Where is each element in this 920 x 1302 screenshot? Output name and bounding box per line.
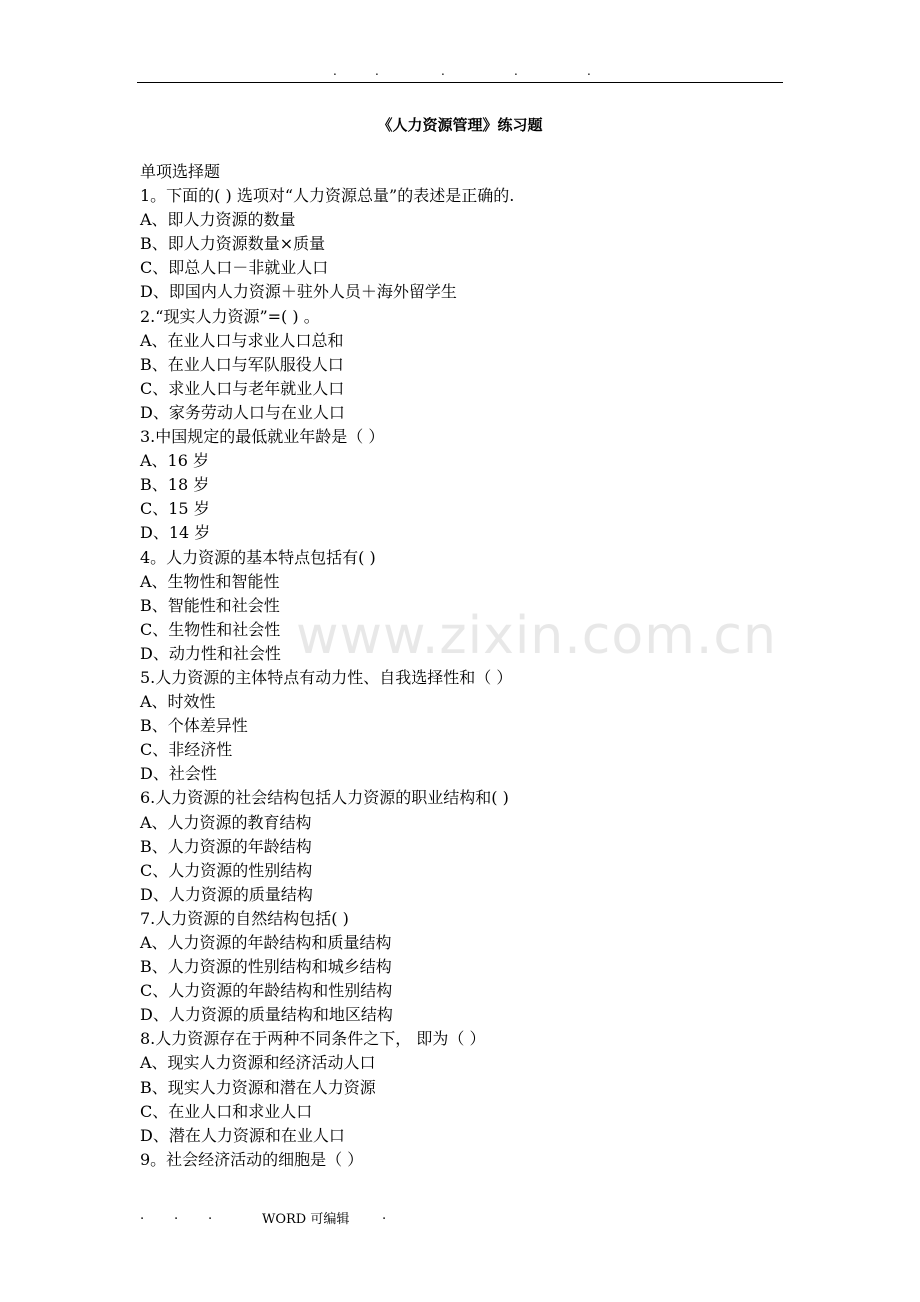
question-line: 1。下面的( ) 选项对“人力资源总量”的表述是正确的. <box>140 186 515 206</box>
question-line: C、15 岁 <box>140 499 210 519</box>
header-dot: . <box>514 64 518 78</box>
question-line: 3.中国规定的最低就业年龄是（ ） <box>140 427 385 447</box>
question-line: D、动力性和社会性 <box>140 643 281 663</box>
question-line: C、求业人口与老年就业人口 <box>140 378 345 398</box>
footer-label: WORD 可编辑 <box>262 1212 350 1227</box>
question-line: B、18 岁 <box>140 475 210 495</box>
question-line: 2.“现实人力资源”=( ) 。 <box>140 306 320 326</box>
question-line: 9。社会经济活动的细胞是（ ） <box>140 1149 364 1169</box>
footer-dot: . <box>140 1208 145 1223</box>
question-line: D、潜在人力资源和在业人口 <box>140 1125 345 1145</box>
question-line: D、家务劳动人口与在业人口 <box>140 402 345 422</box>
header-rule <box>137 82 783 83</box>
question-line: A、现实人力资源和经济活动人口 <box>140 1053 376 1073</box>
question-line: A、在业人口与求业人口总和 <box>140 330 344 350</box>
question-line: B、人力资源的年龄结构 <box>140 836 312 856</box>
question-line: D、社会性 <box>140 764 217 784</box>
question-line: A、16 岁 <box>140 451 210 471</box>
header-dots <box>137 64 783 80</box>
question-line: C、人力资源的性别结构 <box>140 860 313 880</box>
question-line: C、即总人口－非就业人口 <box>140 258 329 278</box>
question-line: 4。人力资源的基本特点包括有( ) <box>140 547 376 567</box>
header-dot: . <box>333 64 337 78</box>
question-line: A、时效性 <box>140 692 216 712</box>
header-dot: . <box>441 64 445 78</box>
question-line: C、在业人口和求业人口 <box>140 1101 313 1121</box>
question-line: C、人力资源的年龄结构和性别结构 <box>140 981 393 1001</box>
question-line: D、即国内人力资源＋驻外人员＋海外留学生 <box>140 282 457 302</box>
question-line: D、14 岁 <box>140 523 211 543</box>
footer-dot: . <box>174 1208 179 1223</box>
question-line: B、在业人口与军队服役人口 <box>140 354 344 374</box>
question-line: A、人力资源的教育结构 <box>140 812 312 832</box>
question-line: B、即人力资源数量×质量 <box>140 234 326 254</box>
question-line: B、个体差异性 <box>140 716 248 736</box>
question-line: D、人力资源的质量结构和地区结构 <box>140 1005 393 1025</box>
question-line: A、即人力资源的数量 <box>140 210 296 230</box>
footer-dot: . <box>382 1208 387 1223</box>
question-line: B、现实人力资源和潜在人力资源 <box>140 1077 376 1097</box>
question-line: 8.人力资源存在于两种不同条件之下， 即为（ ） <box>140 1029 486 1049</box>
question-line: A、生物性和智能性 <box>140 571 280 591</box>
document-title: 《人力资源管理》练习题 <box>377 116 543 134</box>
question-line: 7.人力资源的自然结构包括( ) <box>140 908 349 928</box>
footer-dot: . <box>208 1208 213 1223</box>
question-line: B、人力资源的性别结构和城乡结构 <box>140 957 392 977</box>
question-line: A、人力资源的年龄结构和质量结构 <box>140 933 392 952</box>
question-line: B、智能性和社会性 <box>140 595 280 615</box>
footer <box>140 1208 780 1228</box>
question-line: C、非经济性 <box>140 740 233 760</box>
question-line: 5.人力资源的主体特点有动力性、自我选择性和（ ） <box>140 667 513 687</box>
header-dot: . <box>587 64 591 78</box>
section-heading: 单项选择题 <box>140 162 221 181</box>
question-line: 6.人力资源的社会结构包括人力资源的职业结构和( ) <box>140 788 509 808</box>
question-line: D、人力资源的质量结构 <box>140 884 313 904</box>
document-body <box>140 160 780 1172</box>
header-dot: . <box>375 64 379 78</box>
question-line: C、生物性和社会性 <box>140 619 281 639</box>
watermark: www.zixin.com.cn <box>296 606 777 666</box>
